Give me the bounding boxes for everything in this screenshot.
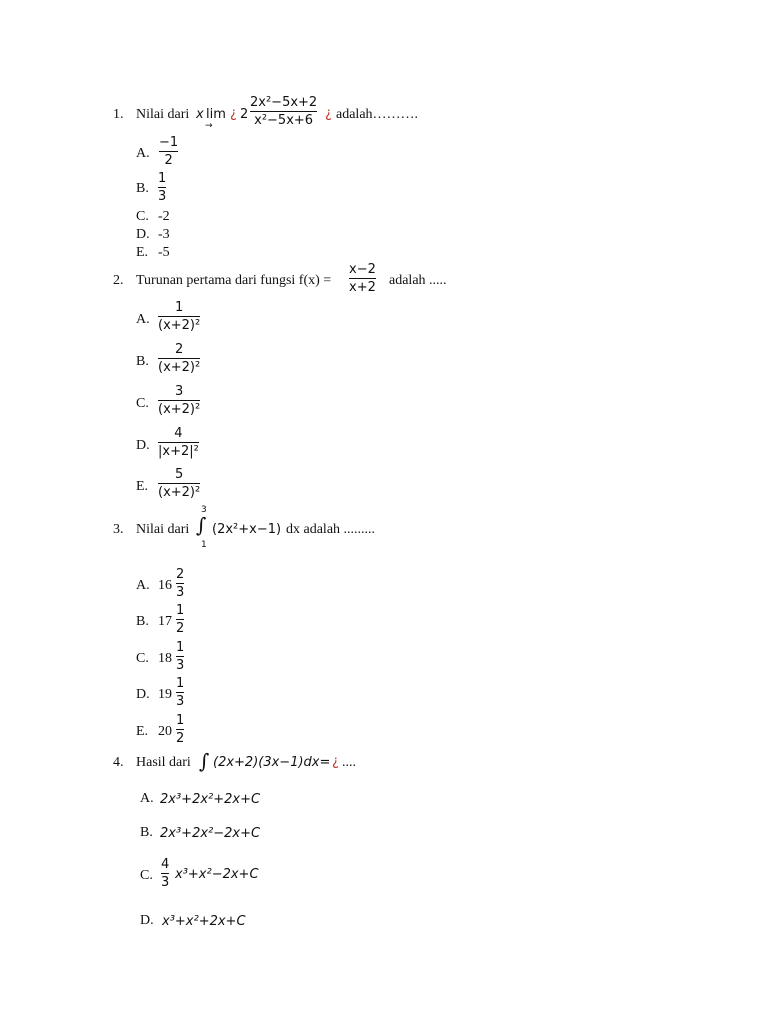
missing-symbol: ¿	[230, 106, 237, 121]
option-whole: 17	[158, 614, 172, 629]
option-e-fraction	[176, 714, 184, 745]
denominator: (x+2)²	[158, 485, 201, 500]
option-text: x³+x²+2x+C	[162, 914, 246, 929]
question-number: 2.	[113, 273, 124, 288]
option-text: 2x³+2x²−2x+C	[160, 826, 261, 841]
option-letter: A.	[136, 578, 150, 593]
option-letter: A.	[136, 146, 150, 161]
option-b-fraction	[176, 604, 184, 635]
numerator: 3	[174, 384, 184, 399]
option-letter: C.	[136, 651, 149, 666]
integrand: (2x+2)(3x−1)dx=	[213, 755, 331, 770]
option-d-fraction	[176, 677, 184, 708]
numerator: 1	[174, 300, 184, 315]
numerator: 4	[174, 426, 183, 441]
fraction-bar	[176, 692, 184, 693]
fraction-bar	[159, 151, 178, 152]
question-number: 4.	[113, 755, 124, 770]
numerator: x−2	[349, 262, 376, 277]
fraction-bar	[158, 187, 166, 188]
missing-symbol: ¿	[332, 754, 339, 769]
option-whole: 20	[158, 724, 172, 739]
denominator: 3	[161, 875, 170, 890]
denominator: (x+2)²	[158, 402, 201, 417]
option-text: -5	[158, 245, 170, 260]
question-number: 1.	[113, 107, 124, 122]
option-letter: B.	[140, 825, 153, 840]
question-prefix: Nilai dari	[136, 522, 190, 537]
option-text: 2x³+2x²+2x+C	[160, 792, 261, 807]
limit-arrow: →	[205, 121, 213, 131]
numerator: 5	[174, 467, 184, 482]
option-letter: D.	[136, 227, 150, 242]
question-prefix: Nilai dari	[136, 107, 190, 122]
missing-symbol: ¿	[325, 106, 332, 121]
option-a-fraction	[176, 568, 184, 599]
option-letter: B.	[136, 354, 149, 369]
fraction-bar	[176, 619, 184, 620]
option-text: -2	[158, 209, 170, 224]
option-b-fraction	[158, 343, 200, 374]
option-letter: C.	[140, 868, 153, 883]
option-whole: 19	[158, 687, 172, 702]
denominator: |x+2|²	[158, 444, 199, 459]
option-letter: A.	[136, 312, 150, 327]
fraction-bar	[158, 316, 200, 317]
question-number: 3.	[113, 522, 124, 537]
integrand: (2x²+x−1)	[212, 522, 282, 537]
option-letter: E.	[136, 479, 149, 494]
numerator: 4	[161, 857, 170, 872]
option-letter: B.	[136, 181, 149, 196]
option-text: -3	[158, 227, 170, 242]
denominator: x+2	[349, 280, 376, 295]
denominator: 2	[164, 153, 173, 168]
numerator: 1	[158, 171, 167, 186]
fraction-bar	[349, 278, 376, 279]
denominator: 3	[176, 585, 185, 600]
option-letter: C.	[136, 396, 149, 411]
option-c-fraction	[161, 858, 169, 889]
fraction-bar	[158, 358, 200, 359]
option-e-fraction	[158, 468, 200, 499]
integral-lower-limit: 1	[201, 540, 207, 550]
option-letter: A.	[140, 791, 154, 806]
numerator: 1	[176, 603, 185, 618]
option-c-fraction	[176, 641, 184, 672]
integral-sign-icon: ∫	[199, 749, 210, 773]
option-d-fraction	[158, 427, 199, 458]
option-whole: 16	[158, 578, 172, 593]
integral-sign-icon: ∫	[196, 513, 207, 537]
option-text: x³+x²−2x+C	[175, 867, 259, 882]
function-fraction	[349, 263, 376, 294]
option-letter: D.	[136, 687, 150, 702]
fraction-bar	[158, 483, 200, 484]
denominator: 3	[176, 694, 185, 709]
fraction-bar	[158, 400, 200, 401]
fraction-bar	[176, 656, 184, 657]
option-b-fraction	[158, 172, 166, 203]
limit-variable: x	[196, 107, 204, 122]
numerator: 2	[176, 567, 185, 582]
numerator: 1	[176, 713, 185, 728]
denominator: 2	[176, 621, 185, 636]
option-letter: B.	[136, 614, 149, 629]
numerator: 1	[176, 676, 185, 691]
denominator: (x+2)²	[158, 318, 201, 333]
numerator: −1	[159, 135, 179, 150]
numerator: 1	[176, 640, 185, 655]
denominator: 2	[176, 731, 185, 746]
question-prefix: Hasil dari	[136, 755, 191, 770]
question-suffix: adalah .....	[389, 273, 447, 288]
limit-fraction	[250, 96, 317, 127]
limit-operator: lim	[206, 107, 226, 122]
numerator: 2x²−5x+2	[250, 95, 318, 110]
denominator: 3	[158, 189, 167, 204]
fraction-bar	[176, 729, 184, 730]
option-letter: E.	[136, 245, 149, 260]
numerator: 2	[174, 342, 184, 357]
question-suffix: adalah……….	[336, 107, 419, 122]
option-c-fraction	[158, 385, 200, 416]
denominator: (x+2)²	[158, 360, 201, 375]
option-letter: C.	[136, 209, 149, 224]
question-prefix: Turunan pertama dari fungsi f(x) =	[136, 273, 332, 288]
option-letter: D.	[140, 913, 154, 928]
fraction-bar	[250, 111, 317, 112]
option-letter: D.	[136, 438, 150, 453]
question-suffix: dx adalah .........	[286, 522, 376, 537]
option-whole: 18	[158, 651, 172, 666]
fraction-bar	[176, 583, 184, 584]
denominator: 3	[176, 658, 185, 673]
fraction-bar	[161, 873, 169, 874]
option-letter: E.	[136, 724, 149, 739]
option-a-fraction	[158, 301, 200, 332]
question-suffix: ....	[342, 755, 356, 770]
denominator: x²−5x+6	[254, 113, 314, 128]
integral-upper-limit: 3	[201, 505, 207, 515]
coefficient: 2	[240, 107, 249, 122]
option-a-fraction	[159, 136, 178, 167]
fraction-bar	[158, 442, 199, 443]
